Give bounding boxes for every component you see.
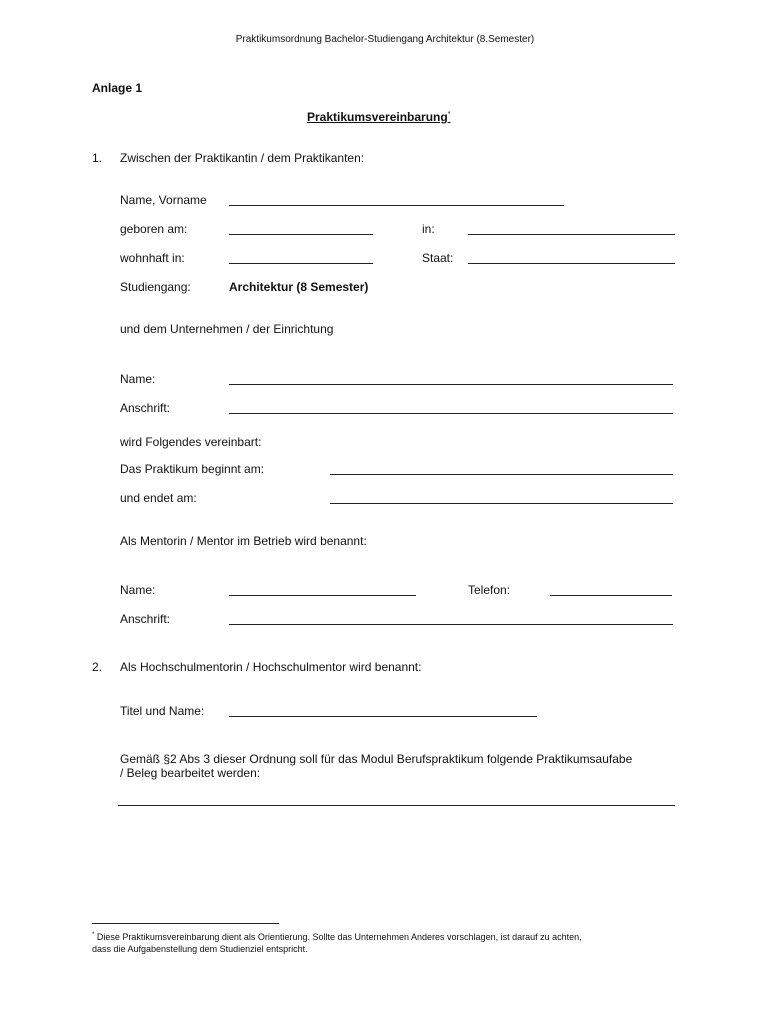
page-title — [307, 110, 450, 124]
footnote-text-1: Diese Praktikumsvereinbarung dient als Orientierung. Sollte das Unternehmen Anderes vorschlagen, ist darauf zu achten, — [96, 932, 582, 942]
company-name-field[interactable] — [229, 384, 673, 385]
start-label: Das Praktikum beginnt am: — [120, 462, 265, 476]
footnote-mark: * — [92, 932, 95, 938]
section2-number: 2. — [92, 660, 103, 674]
mentor-phone-label: Telefon: — [468, 583, 511, 597]
university-mentor-field[interactable] — [229, 716, 537, 717]
footnote-line1 — [92, 932, 582, 942]
end-date-field[interactable] — [330, 503, 673, 504]
task-text-line1: Gemäß §2 Abs 3 dieser Ordnung soll für das Modul Berufspraktikum folgende Praktikumsaufabe — [120, 752, 633, 766]
company-intro: und dem Unternehmen / der Einrichtung — [120, 322, 334, 336]
task-text-line2: / Beleg bearbeitet werden: — [120, 766, 261, 780]
page-title-text: Praktikumsvereinbarung — [307, 110, 448, 124]
university-mentor-label: Titel und Name: — [120, 704, 205, 718]
state-label: Staat: — [422, 251, 454, 265]
mentor-intro: Als Mentorin / Mentor im Betrieb wird benannt: — [120, 534, 367, 548]
company-address-field[interactable] — [229, 413, 673, 414]
program-value: Architektur (8 Semester) — [229, 280, 369, 294]
birthdate-field[interactable] — [229, 234, 373, 235]
mentor-address-field[interactable] — [229, 624, 673, 625]
section2-intro: Als Hochschulmentorin / Hochschulmentor wird benannt: — [120, 660, 422, 674]
mentor-phone-field[interactable] — [550, 595, 672, 596]
footnote-line2: dass die Aufgabenstellung dem Studienziel entspricht. — [92, 944, 308, 954]
mentor-address-label: Anschrift: — [120, 612, 171, 626]
residence-field[interactable] — [229, 263, 373, 264]
program-label: Studiengang: — [120, 280, 191, 294]
state-field[interactable] — [468, 263, 675, 264]
end-label: und endet am: — [120, 491, 197, 505]
born-label: geboren am: — [120, 222, 188, 236]
birthplace-field[interactable] — [468, 234, 675, 235]
section1-number: 1. — [92, 151, 103, 165]
mentor-name-field[interactable] — [229, 595, 416, 596]
name-field[interactable] — [229, 205, 564, 206]
start-date-field[interactable] — [330, 474, 673, 475]
agreed-intro: wird Folgendes vereinbart: — [120, 435, 262, 449]
annex-label: Anlage 1 — [92, 81, 143, 95]
birthplace-label: in: — [422, 222, 435, 236]
company-name-label: Name: — [120, 372, 156, 386]
task-field[interactable] — [118, 805, 675, 806]
footnote-separator — [92, 923, 279, 924]
running-header: Praktikumsordnung Bachelor-Studiengang Architektur (8.Semester) — [235, 34, 535, 45]
name-label: Name, Vorname — [120, 193, 207, 207]
residence-label: wohnhaft in: — [120, 251, 185, 265]
title-footnote-mark: * — [447, 111, 451, 118]
company-address-label: Anschrift: — [120, 401, 171, 415]
section1-intro: Zwischen der Praktikantin / dem Praktikanten: — [120, 151, 365, 165]
mentor-name-label: Name: — [120, 583, 156, 597]
